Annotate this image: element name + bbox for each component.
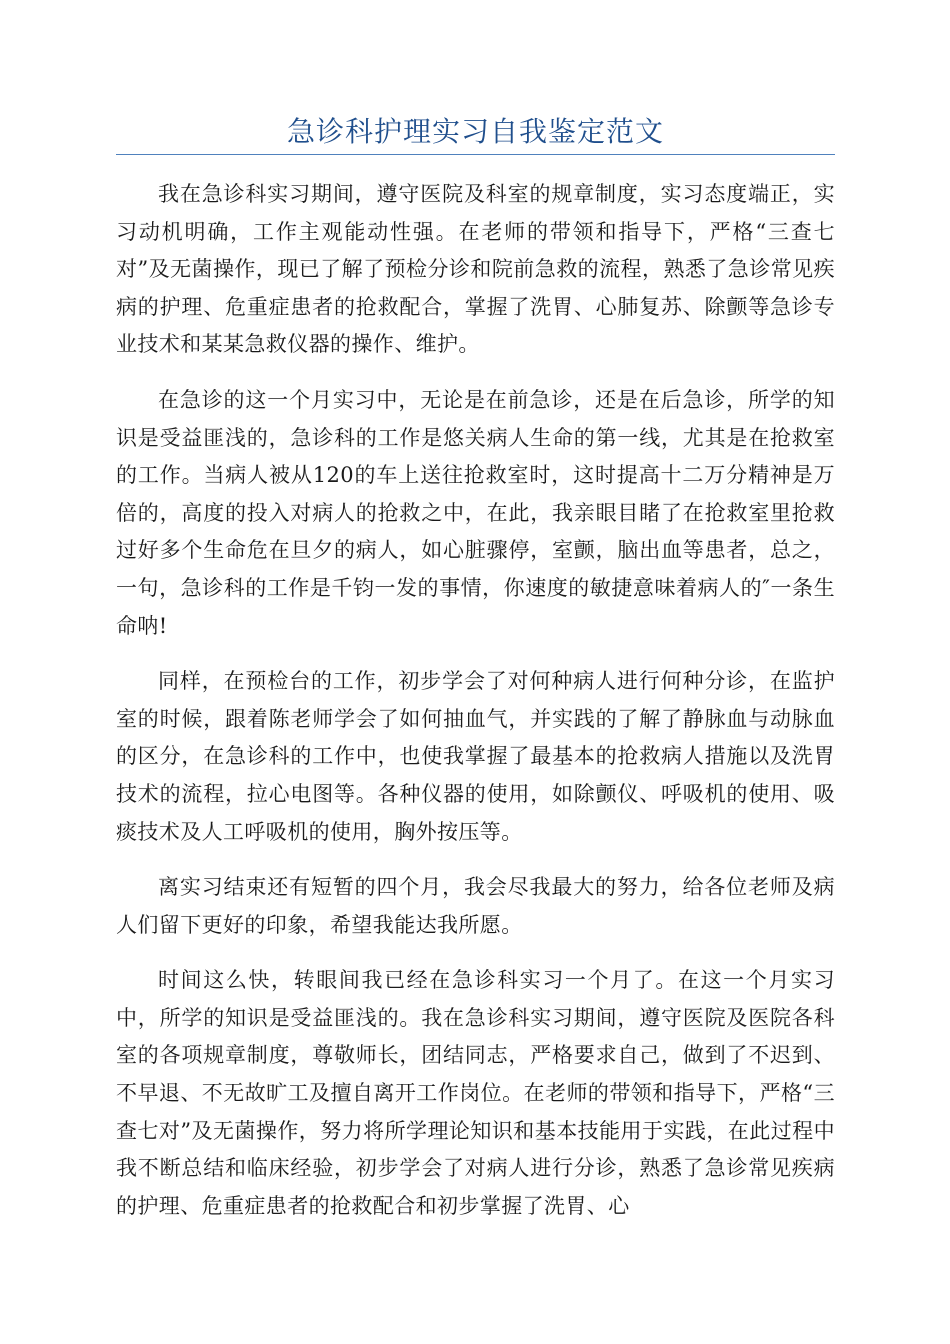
document-body [116, 176, 835, 1243]
paragraph-1: 我在急诊科实习期间，遵守医院及科室的规章制度，实习态度端正，实习动机明确，工作主观能动性强。在老师的带领和指导下，严格“三查七对”及无菌操作，现已了解了预检分诊和院前急救的流程，熟悉了急诊常见疾病的护理、危重症患者的抢救配合，掌握了洗胃、心肺复苏、除颤等急诊专业技术和某某急救仪器的操作、维护。 [116, 182, 835, 357]
paragraph-3: 同样，在预检台的工作，初步学会了对何种病人进行何种分诊，在监护室的时候，跟着陈老师学会了如何抽血气，并实践的了解了静脉血与动脉血的区分，在急诊科的工作中，也使我掌握了最基本的抢救病人措施以及洗胃技术的流程，拉心电图等。各种仪器的使用，如除颤仪、呼吸机的使用、吸痰技术及人工呼吸机的使用，胸外按压等。 [116, 669, 835, 844]
document-title: 急诊科护理实习自我鉴定范文 [286, 115, 664, 148]
paragraph-4: 离实习结束还有短暂的四个月，我会尽我最大的努力，给各位老师及病人们留下更好的印象，希望我能达我所愿。 [116, 875, 835, 937]
paragraph-2: 在急诊的这一个月实习中，无论是在前急诊，还是在后急诊，所学的知识是受益匪浅的，急诊科的工作是悠关病人生命的第一线，尤其是在抢救室的工作。当病人被从120的车上送往抢救室时，这时提高十二万分精神是万倍的，高度的投入对病人的抢救之中，在此，我亲眼目睹了在抢救室里抢救过好多个生命危在旦夕的病人，如心脏骤停，室颤，脑出血等患者，总之，一句，急诊科的工作是千钧一发的事情，你速度的敏捷意味着病人的″一条生命呐! [116, 387, 835, 638]
title-underline [116, 154, 835, 155]
paragraph-5: 时间这么快，转眼间我已经在急诊科实习一个月了。在这一个月实习中，所学的知识是受益匪浅的。我在急诊科实习期间，遵守医院及医院各科室的各项规章制度，尊敬师长，团结同志，严格要求自己，做到了不迟到、不早退、不无故旷工及擅自离开工作岗位。在老师的带领和指导下，严格“三查七对”及无菌操作，努力将所学理论知识和基本技能用于实践，在此过程中我不断总结和临床经验，初步学会了对病人进行分诊，熟悉了急诊常见疾病的护理、危重症患者的抢救配合和初步掌握了洗胃、心 [116, 968, 835, 1218]
